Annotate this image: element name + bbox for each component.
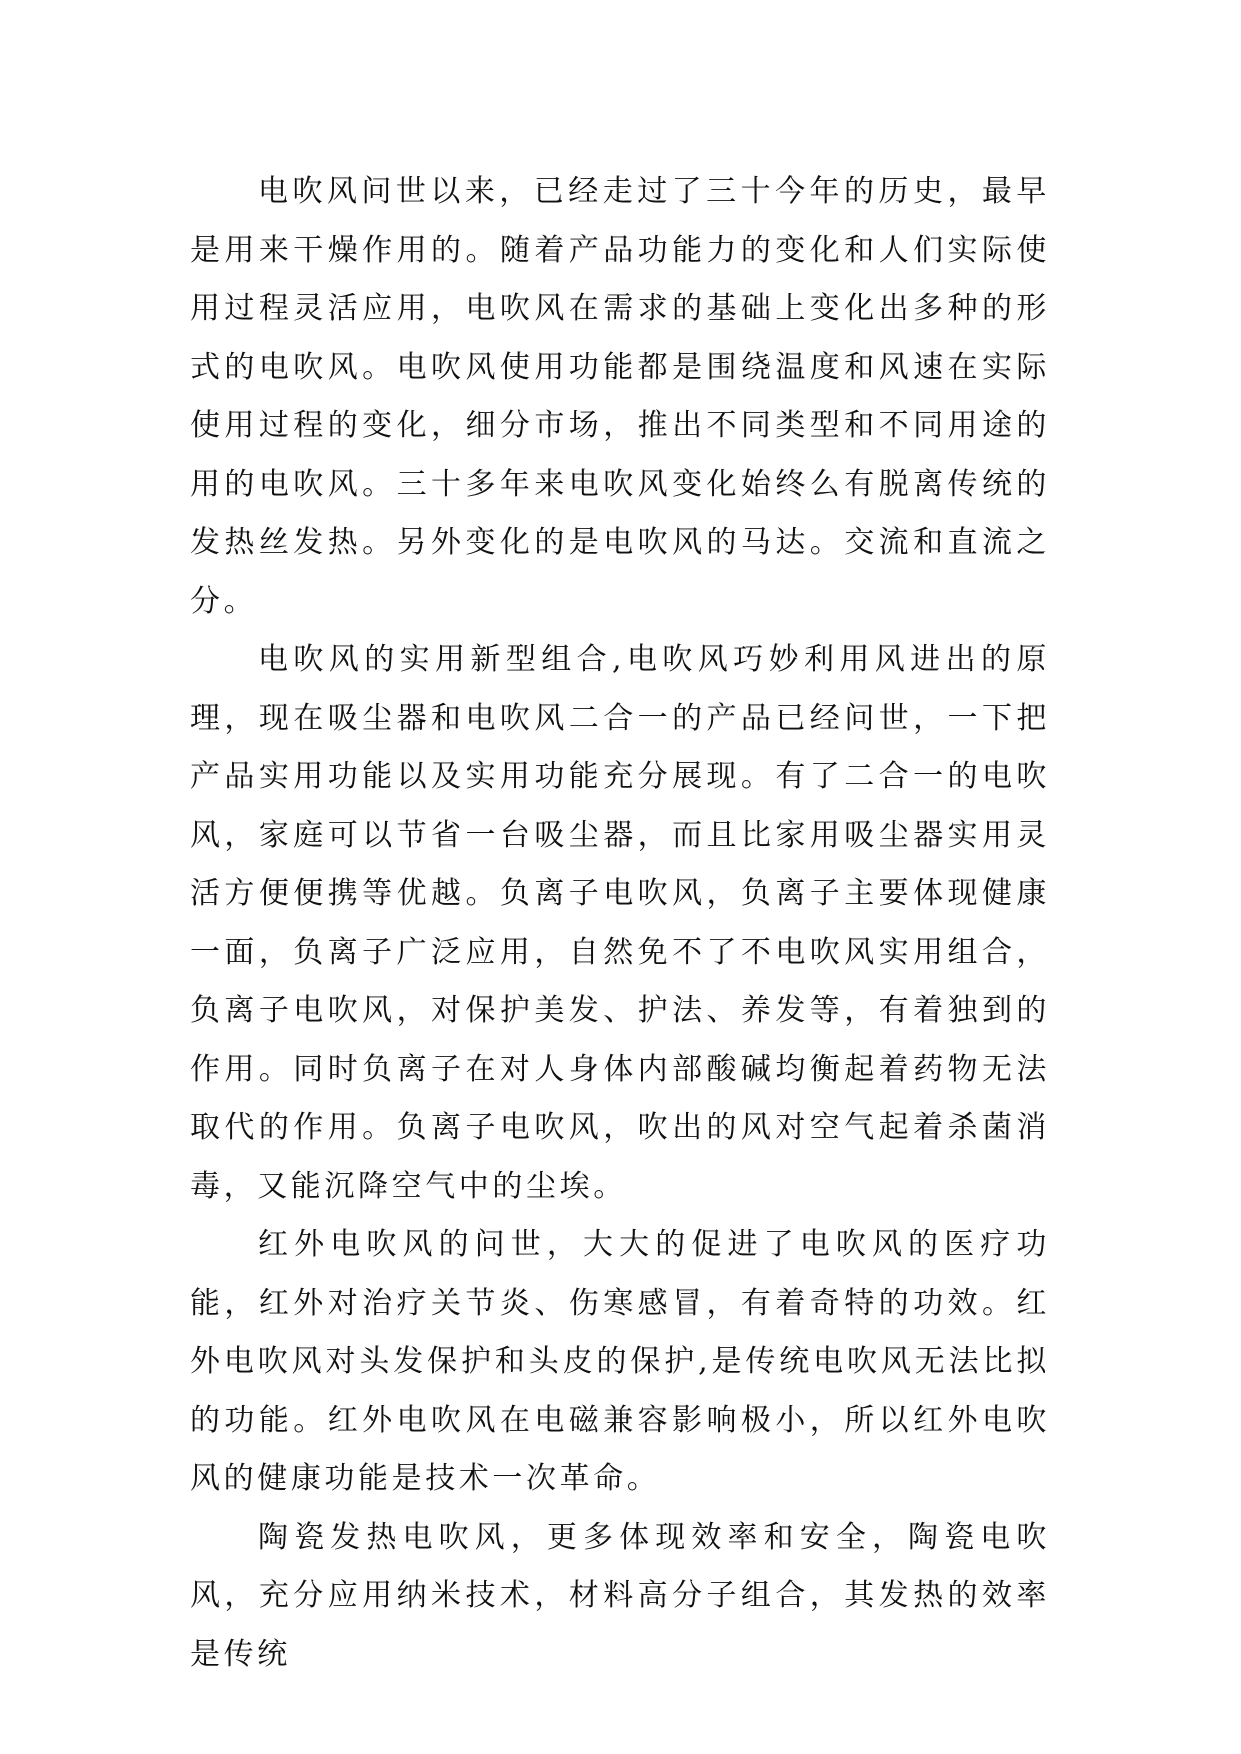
document-body bbox=[190, 163, 1050, 1684]
paragraph-infrared: 红外电吹风的问世，大大的促进了电吹风的医疗功能，红外对治疗关节炎、伤寒感冒，有着奇特的功效。红外电吹风对头发保护和头皮的保护,是传统电吹风无法比拟的功能。红外电吹风在电磁兼容影响极小，所以红外电吹风的健康功能是技术一次革命。 bbox=[190, 1227, 1050, 1496]
paragraph-history: 电吹风问世以来，已经走过了三十今年的历史，最早是用来干燥作用的。随着产品功能力的变化和人们实际使用过程灵活应用，电吹风在需求的基础上变化出多种的形式的电吹风。电吹风使用功能都是围绕温度和风速在实际使用过程的变化，细分市场，推出不同类型和不同用途的用的电吹风。三十多年来电吹风变化始终么有脱离传统的发热丝发热。另外变化的是电吹风的马达。交流和直流之分。 bbox=[190, 174, 1050, 619]
paragraph-combination: 电吹风的实用新型组合,电吹风巧妙利用风进出的原理，现在吸尘器和电吹风二合一的产品已经问世，一下把产品实用功能以及实用功能充分展现。有了二合一的电吹风，家庭可以节省一台吸尘器，而且比家用吸尘器实用灵活方便便携等优越。负离子电吹风，负离子主要体现健康一面，负离子广泛应用，自然免不了不电吹风实用组合，负离子电吹风，对保护美发、护法、养发等，有着独到的作用。同时负离子在对人身体内部酸碱均衡起着药物无法取代的作用。负离子电吹风，吹出的风对空气起着杀菌消毒，又能沉降空气中的尘埃。 bbox=[190, 642, 1050, 1204]
paragraph-ceramic: 陶瓷发热电吹风，更多体现效率和安全，陶瓷电吹风，充分应用纳米技术，材料高分子组合，其发热的效率是传统 bbox=[190, 1519, 1050, 1672]
